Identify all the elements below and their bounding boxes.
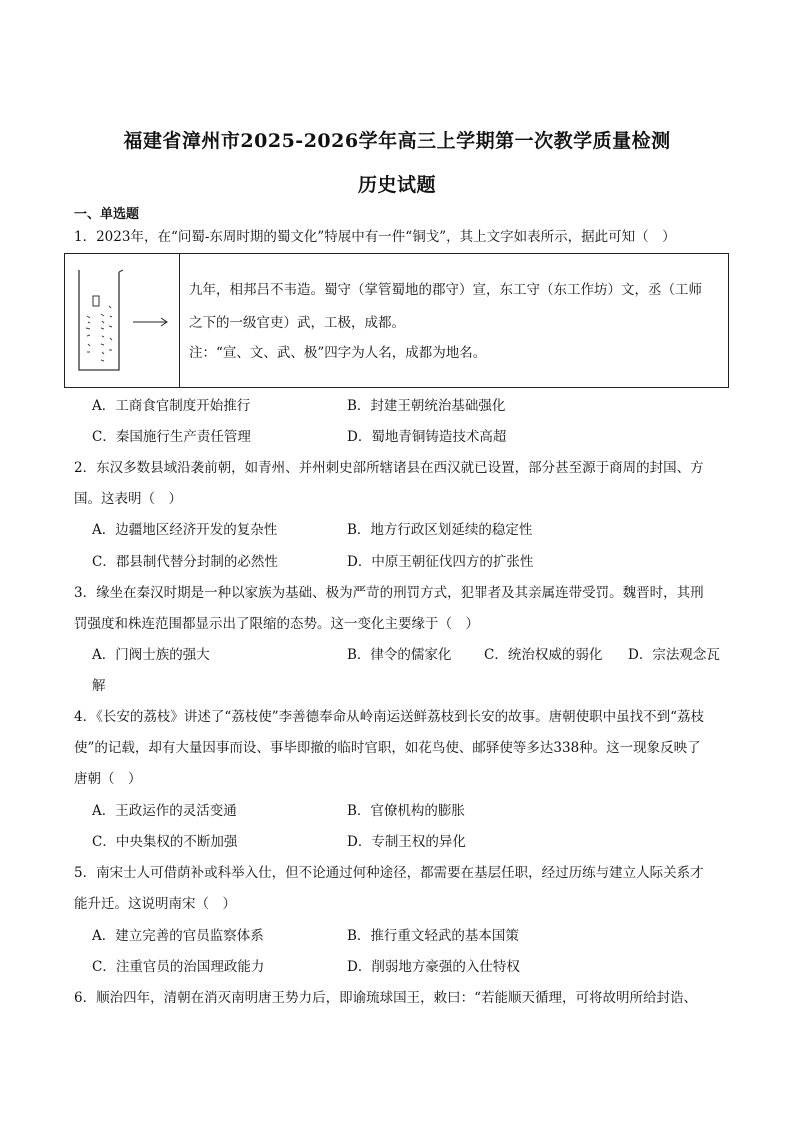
- q3-option-a[interactable]: A．门阀士族的强大: [92, 647, 210, 663]
- q5-stem-line1: 5．南宋士人可借荫补或科举入仕，但不论通过何种途径，都需要在基层任职，经过历练与建立人际关系才: [74, 865, 704, 881]
- q2-option-a[interactable]: A．边疆地区经济开发的复杂性: [92, 522, 278, 538]
- q3-option-c[interactable]: C．统治权威的弱化: [484, 647, 603, 663]
- table-divider: [179, 254, 180, 387]
- q1-figure-table: [64, 253, 729, 388]
- q5-option-b[interactable]: B．推行重文轻武的基本国策: [347, 928, 519, 944]
- q3-option-d-continued: 解: [92, 678, 106, 694]
- q2-stem-line1: 2．东汉多数县域沿袭前朝，如青州、并州刺史部所辖诸县在西汉就已设置，部分甚至源于商周的封国、方: [74, 460, 704, 476]
- q1-stem: 1．2023年，在“问蜀-东周时期的蜀文化”特展中有一件“铜戈”，其上文字如表所示，据此可知（ ）: [74, 229, 676, 245]
- q2-option-d[interactable]: D．中原王朝征伐四方的扩张性: [347, 554, 534, 570]
- q3-stem-line1: 3．缘坐在秦汉时期是一种以家族为基础、极为严苛的刑罚方式，犯罪者及其亲属连带受罚。魏晋时，其刑: [74, 585, 704, 601]
- q5-stem-line2: 能升迁。这说明南宋（ ）: [74, 896, 236, 912]
- q5-option-a[interactable]: A．建立完善的官员监察体系: [92, 928, 264, 944]
- q4-stem-line2: 使”的记载，却有大量因事而设、事毕即撤的临时官职，如花鸟使、邮驿使等多达338种。这一现象反映了: [74, 740, 701, 756]
- q1-option-b[interactable]: B．封建王朝统治基础强化: [347, 398, 506, 414]
- bronze-dagger-inscription-image: [75, 266, 125, 376]
- q4-option-a[interactable]: A．王政运作的灵活变通: [92, 803, 237, 819]
- q5-option-c[interactable]: C．注重官员的治国理政能力: [92, 959, 265, 975]
- q1-inscription-line1: 九年，相邦吕不韦造。蜀守（掌管蜀地的郡守）宣，东工守（东工作坊）文，丞（工师: [189, 282, 702, 298]
- q3-stem-line2: 罚强度和株连范围都显示出了限缩的态势。这一变化主要缘于（ ）: [74, 616, 479, 632]
- q4-option-b[interactable]: B．官僚机构的膨胀: [347, 803, 465, 819]
- q4-stem-line1: 4．《长安的荔枝》讲述了“荔枝使”李善德奉命从岭南运送鲜荔枝到长安的故事。唐朝使职中虽找不到“荔枝: [74, 709, 705, 725]
- q1-option-a[interactable]: A．工商食官制度开始推行: [92, 398, 251, 414]
- q5-option-d[interactable]: D．削弱地方豪强的入仕特权: [347, 959, 520, 975]
- q2-option-c[interactable]: C．郡县制代替分封制的必然性: [92, 554, 278, 570]
- q2-stem-line2: 国。这表明（ ）: [74, 491, 182, 507]
- exam-subtitle: 历史试题: [357, 174, 436, 196]
- q1-inscription-note: 注：“宣、文、武、极”四字为人名，成都为地名。: [189, 345, 487, 361]
- section-heading: 一、单选题: [74, 207, 140, 222]
- q3-option-d[interactable]: D．宗法观念瓦: [628, 647, 720, 663]
- q1-option-c[interactable]: C．秦国施行生产责任管理: [92, 429, 251, 445]
- q6-stem-line1: 6．顺治四年，清朝在消灭南明唐王势力后，即谕琉球国王，敕曰：“若能顺天循理，可将故明所给封诰、: [74, 990, 697, 1006]
- q1-inscription-line2: 之下的一级官吏）武，工极，成都。: [189, 315, 405, 331]
- exam-title: 福建省漳州市2025-2026学年高三上学期第一次教学质量检测: [123, 130, 671, 152]
- q1-option-d[interactable]: D．蜀地青铜铸造技术高超: [347, 429, 507, 445]
- q2-option-b[interactable]: B．地方行政区划延续的稳定性: [347, 522, 533, 538]
- q4-stem-line3: 唐朝（ ）: [74, 771, 142, 787]
- q3-option-b[interactable]: B．律令的儒家化: [347, 647, 452, 663]
- q4-option-d[interactable]: D．专制王权的异化: [347, 834, 466, 850]
- q4-option-c[interactable]: C．中央集权的不断加强: [92, 834, 238, 850]
- right-arrow-icon: [133, 317, 169, 327]
